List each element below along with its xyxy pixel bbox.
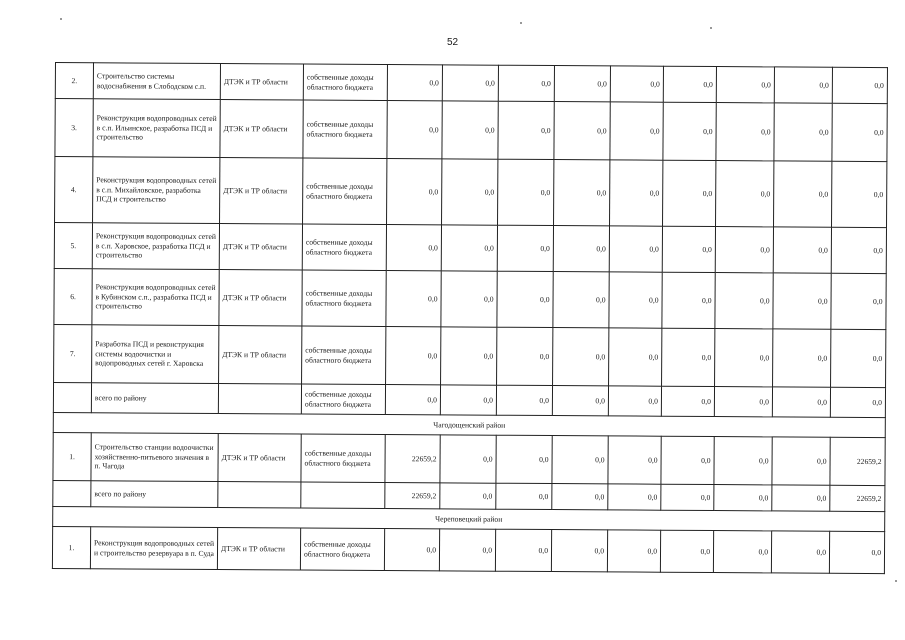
value-cell: 0,0 (497, 327, 553, 385)
value-cell: 0,0 (387, 65, 442, 101)
executor (218, 482, 301, 509)
funding-source: собственные доходы областного бюджета (303, 158, 387, 225)
funding-source: собственные доходы областного бюджета (302, 326, 386, 385)
measure-name: Реконструкция водопроводных сетей в Кубинском с.п., разработка ПСД и строительство (92, 269, 219, 326)
executor: ДТЭК и ТР области (220, 64, 303, 101)
table-row (54, 268, 886, 329)
value-cell: 0,0 (608, 484, 661, 510)
value-cell: 22659,2 (830, 437, 885, 485)
value-cell: 0,0 (442, 65, 498, 101)
value-cell: 0,0 (773, 227, 831, 273)
value-cell: 0,0 (774, 67, 832, 103)
value-cell: 0,0 (497, 271, 553, 327)
value-cell: 0,0 (715, 227, 773, 273)
value-cell: 0,0 (772, 437, 830, 485)
measure-name: Реконструкция водопроводных сетей в с.п. Харовское, разработка ПСД и строительство (92, 223, 219, 270)
value-cell: 0,0 (610, 160, 663, 226)
value-cell: 0,0 (386, 225, 441, 271)
value-cell: 0,0 (831, 329, 886, 387)
value-cell: 0,0 (714, 485, 772, 511)
value-cell: 0,0 (440, 435, 496, 483)
value-cell: 0,0 (661, 386, 714, 416)
table-row (53, 432, 885, 485)
value-cell: 0,0 (832, 67, 887, 103)
table-row (55, 157, 887, 228)
value-cell: 0,0 (832, 103, 887, 161)
row-number: 1. (53, 432, 91, 480)
table-row (55, 63, 887, 104)
value-cell: 0,0 (552, 436, 608, 484)
row-number: 7. (54, 324, 92, 382)
value-cell: 0,0 (386, 271, 441, 327)
value-cell: 0,0 (553, 226, 609, 272)
value-cell: 0,0 (610, 66, 663, 102)
row-number: 2. (55, 63, 93, 99)
value-cell: 0,0 (498, 101, 554, 159)
value-cell: 0,0 (715, 273, 773, 329)
value-cell: 0,0 (608, 386, 661, 416)
value-cell: 0,0 (716, 161, 774, 227)
value-cell: 0,0 (553, 328, 609, 386)
executor: ДТЭК и ТР области (219, 270, 302, 327)
value-cell: 0,0 (663, 160, 716, 226)
value-cell: 0,0 (662, 272, 715, 328)
funding-source: собственные доходы областного бюджета (300, 528, 384, 571)
value-cell: 0,0 (385, 385, 440, 415)
value-cell: 0,0 (774, 103, 832, 161)
executor: ДТЭК и ТР области (220, 100, 303, 159)
value-cell: 0,0 (773, 329, 831, 387)
value-cell: 0,0 (442, 159, 498, 225)
measure-name: Реконструкция водопроводных сетей в с.п. Михайловское, разработка ПСД и строительство (93, 157, 220, 224)
value-cell: 0,0 (832, 161, 887, 227)
value-cell: 0,0 (552, 386, 608, 416)
funding-source: собственные доходы областного бюджета (302, 224, 386, 271)
executor: ДТЭК и ТР области (219, 224, 302, 271)
value-cell: 0,0 (387, 159, 442, 225)
scan-speck (895, 580, 897, 582)
value-cell: 0,0 (662, 328, 715, 386)
value-cell: 0,0 (384, 529, 439, 571)
executor: ДТЭК и ТР области (219, 326, 302, 385)
row-number: 3. (55, 99, 93, 157)
budget-table (52, 62, 888, 574)
value-cell: 0,0 (441, 327, 497, 385)
row-number: 4. (55, 157, 93, 223)
value-cell: 0,0 (386, 327, 441, 385)
measure-name: Реконструкция водопроводных сетей и строительство резервуара в п. Суда (90, 527, 217, 570)
value-cell: 22659,2 (830, 485, 885, 511)
executor (218, 384, 301, 415)
value-cell: 22659,2 (385, 435, 440, 483)
value-cell: 0,0 (829, 531, 884, 573)
value-cell: 0,0 (552, 484, 608, 510)
funding-source: собственные доходы областного бюджета (303, 100, 387, 159)
value-cell: 0,0 (554, 66, 610, 102)
total-label: всего по району (91, 481, 218, 508)
value-cell: 0,0 (609, 328, 662, 386)
total-label: всего по району (91, 383, 218, 414)
executor: ДТЭК и ТР области (218, 434, 301, 483)
table-row (52, 526, 884, 573)
value-cell: 0,0 (774, 161, 832, 227)
value-cell: 0,0 (495, 529, 551, 571)
value-cell: 0,0 (661, 484, 714, 510)
value-cell: 0,0 (387, 101, 442, 159)
row-number: 6. (54, 268, 92, 324)
page-number: 52 (446, 37, 459, 48)
value-cell: 0,0 (663, 102, 716, 160)
value-cell: 0,0 (772, 485, 830, 511)
value-cell: 0,0 (713, 531, 771, 573)
value-cell: 0,0 (609, 226, 662, 272)
scan-speck (520, 22, 522, 24)
value-cell: 0,0 (716, 103, 774, 161)
table-row (54, 223, 886, 274)
funding-source: собственные доходы областного бюджета (301, 384, 385, 415)
value-cell: 0,0 (610, 102, 663, 160)
funding-source: собственные доходы областного бюджета (302, 270, 386, 327)
value-cell: 0,0 (441, 271, 497, 327)
scan-speck (60, 18, 62, 20)
measure-name: Строительство станции водоочистки хозяйственно-питьевого значения в п. Чагода (91, 433, 218, 482)
value-cell: 0,0 (497, 225, 553, 271)
scan-speck (710, 27, 712, 29)
value-cell: 0,0 (554, 102, 610, 160)
row-number (53, 382, 91, 412)
row-number (53, 480, 91, 506)
value-cell: 0,0 (440, 483, 496, 509)
value-cell: 0,0 (496, 483, 552, 509)
value-cell: 0,0 (714, 387, 772, 417)
value-cell: 0,0 (441, 225, 497, 271)
value-cell: 0,0 (607, 530, 660, 572)
measure-name: Разработка ПСД и реконструкция системы водоочистки и водопроводных сетей г. Харовска (92, 325, 219, 384)
value-cell: 0,0 (831, 273, 886, 329)
value-cell: 0,0 (771, 531, 829, 573)
value-cell: 0,0 (772, 387, 830, 417)
value-cell: 0,0 (439, 529, 495, 571)
funding-source (301, 482, 385, 509)
region-heading: Череповецкий район (53, 506, 885, 531)
value-cell: 0,0 (551, 530, 607, 572)
value-cell: 0,0 (716, 67, 774, 103)
value-cell: 0,0 (715, 329, 773, 387)
value-cell: 0,0 (714, 437, 772, 485)
value-cell: 0,0 (498, 159, 554, 225)
funding-source: собственные доходы областного бюджета (303, 64, 387, 101)
row-number: 5. (54, 223, 92, 269)
measure-name: Реконструкция водопроводных сетей в с.п. Ильинское, разработка ПСД и строительство (93, 99, 220, 158)
value-cell: 0,0 (496, 385, 552, 415)
value-cell: 0,0 (773, 273, 831, 329)
value-cell: 0,0 (663, 66, 716, 102)
value-cell: 0,0 (830, 387, 885, 417)
value-cell: 0,0 (831, 227, 886, 273)
value-cell: 22659,2 (385, 483, 440, 509)
value-cell: 0,0 (440, 385, 496, 415)
value-cell: 0,0 (553, 272, 609, 328)
measure-name: Строительство системы водоснабжения в Слободском с.п. (93, 63, 220, 100)
value-cell: 0,0 (496, 435, 552, 483)
executor: ДТЭК и ТР области (220, 158, 303, 225)
value-cell: 0,0 (660, 530, 713, 572)
value-cell: 0,0 (662, 226, 715, 272)
value-cell: 0,0 (609, 272, 662, 328)
value-cell: 0,0 (608, 436, 661, 484)
value-cell: 0,0 (554, 160, 610, 226)
value-cell: 0,0 (442, 101, 498, 159)
table-row (55, 99, 887, 162)
table-row (54, 324, 886, 387)
funding-source: собственные доходы областного бюджета (301, 434, 385, 483)
value-cell: 0,0 (661, 436, 714, 484)
row-number: 1. (52, 526, 90, 568)
executor: ДТЭК и ТР области (217, 528, 300, 571)
region-heading: Чагодощенский район (53, 412, 885, 437)
value-cell: 0,0 (498, 65, 554, 101)
